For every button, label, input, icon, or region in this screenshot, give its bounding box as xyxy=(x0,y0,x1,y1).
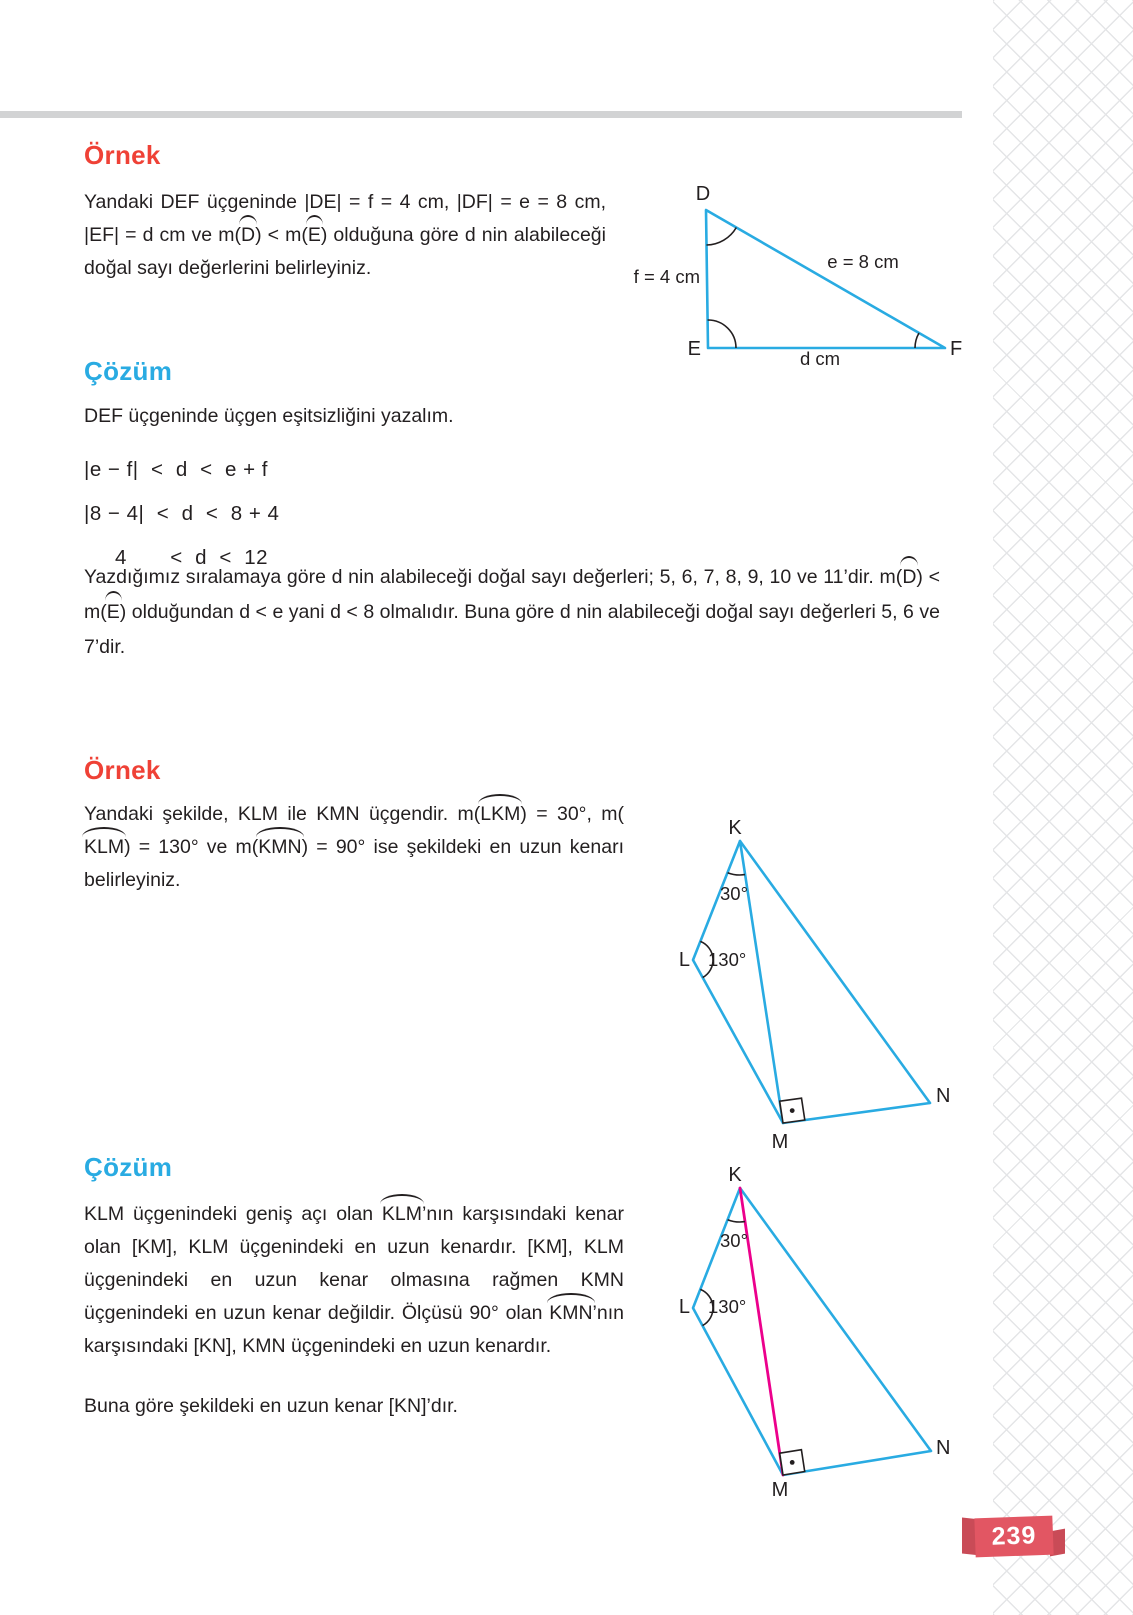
angle-hat-klm: KLM xyxy=(84,831,124,864)
vertex-label-k: K xyxy=(728,817,742,839)
def-triangle-figure xyxy=(605,165,965,380)
ribbon-band xyxy=(974,1516,1053,1558)
side-label-f: f = 4 cm xyxy=(633,266,700,287)
vertex-label-l: L xyxy=(678,949,690,971)
text-segment: ) olduğundan d < e yani d < 8 olmalıdır. Buna göre d nin alabileceği doğal sayı değerleri 5, 6 ve 7’dir. xyxy=(84,601,940,658)
inequality-line-2: |8 − 4| < d < 8 + 4 xyxy=(84,501,280,525)
inequality-line-1: |e − f| < d < e + f xyxy=(84,457,268,481)
vertex-label-n: N xyxy=(936,1437,951,1459)
decorative-crosshatch-strip xyxy=(993,0,1133,1615)
klmn-figure-1 xyxy=(655,810,960,1165)
text-segment: ’nın karşısındaki kenar olan [KM], KLM üçgenindeki en uzun kenardır. [KM], KLM üçgenindeki en uzun kenar olmasına rağmen KMN üçgenindeki en uzun kenar değildir. Ölçüsü 90° olan xyxy=(84,1203,624,1324)
angle-hat-d: D xyxy=(241,219,255,252)
solution1-intro: DEF üçgeninde üçgen eşitsizliğini yazalım. xyxy=(84,405,454,427)
solution2-conclusion: Buna göre şekildeki en uzun kenar [KN]’dır. xyxy=(84,1395,458,1417)
angle-arc-d xyxy=(707,228,737,246)
text-segment: ) < m( xyxy=(84,566,940,623)
triangle-def xyxy=(706,210,945,348)
solution2-paragraph xyxy=(84,1198,624,1363)
vertex-label-l: L xyxy=(678,1296,690,1318)
text-segment: KLM üçgenindeki geniş açı olan xyxy=(84,1203,382,1225)
text-segment: Yandaki şekilde, KLM ile KMN üçgendir. m( xyxy=(84,803,481,825)
header-divider-line xyxy=(0,111,962,118)
text-segment: ) olduğuna göre d nin alabileceği doğal sayı değerlerini belirleyiniz. xyxy=(84,224,606,279)
angle-value-l: 130° xyxy=(708,1296,747,1317)
angle-hat-e: E xyxy=(107,595,120,630)
text-segment: Yandaki DEF üçgeninde |DE| = f = 4 cm, |DF| = e = 8 cm, |EF| = d cm ve m( xyxy=(84,191,606,246)
vertex-label-m: M xyxy=(771,1131,789,1153)
angle-hat-d: D xyxy=(902,560,916,595)
angle-hat-klm: KLM xyxy=(382,1198,422,1231)
example1-body xyxy=(84,186,606,285)
text-segment: ) = 130° ve m( xyxy=(124,836,259,858)
text-segment: ’nın karşısındaki [KN], KMN üçgenindeki en uzun kenardır. xyxy=(84,1302,624,1357)
vertex-label-f: F xyxy=(950,338,963,360)
angle-arc-f xyxy=(915,333,919,348)
angle-hat-e: E xyxy=(308,219,321,252)
vertex-label-n: N xyxy=(936,1085,951,1107)
angle-arc-k xyxy=(728,1220,745,1222)
angle-hat-lkm: LKM xyxy=(480,798,520,831)
right-angle-dot xyxy=(790,1460,795,1465)
klmn-figure-2 xyxy=(655,1160,960,1510)
text-segment: Yazdığımız sıralamaya göre d nin alabileceği doğal sayı değerleri; 5, 6, 7, 8, 9, 10 ve 11’dir. m( xyxy=(84,566,903,588)
vertex-label-e: E xyxy=(687,338,701,360)
angle-value-l: 130° xyxy=(708,949,747,970)
page-number-ribbon xyxy=(962,1514,1068,1562)
vertex-label-k: K xyxy=(728,1164,742,1186)
example1-heading: Örnek xyxy=(84,140,161,170)
text-segment: ) = 90° ise şekildeki en uzun kenarı belirleyiniz. xyxy=(84,836,624,891)
right-angle-dot xyxy=(790,1108,795,1113)
text-segment: ) = 30°, m( xyxy=(520,803,625,825)
side-label-e: e = 8 cm xyxy=(827,251,899,272)
solution1-heading: Çözüm xyxy=(84,356,173,386)
example2-heading: Örnek xyxy=(84,755,161,785)
side-label-d: d cm xyxy=(799,348,841,369)
angle-arc-e xyxy=(708,320,736,348)
angle-value-k: 30° xyxy=(720,883,748,904)
vertex-label-m: M xyxy=(771,1479,789,1501)
vertex-label-d: D xyxy=(695,183,711,205)
text-segment: ) < m( xyxy=(255,224,308,246)
example2-body xyxy=(84,798,624,897)
inequality-line-3: 4 < d < 12 xyxy=(84,545,269,569)
angle-hat-kmn: KMN xyxy=(258,831,301,864)
angle-arc-k xyxy=(728,873,745,875)
solution1-paragraph xyxy=(84,560,940,665)
angle-value-k: 30° xyxy=(720,1230,748,1251)
solution2-heading: Çözüm xyxy=(84,1152,173,1182)
angle-hat-kmn: KMN xyxy=(549,1297,592,1330)
page-number: 239 xyxy=(991,1521,1037,1551)
